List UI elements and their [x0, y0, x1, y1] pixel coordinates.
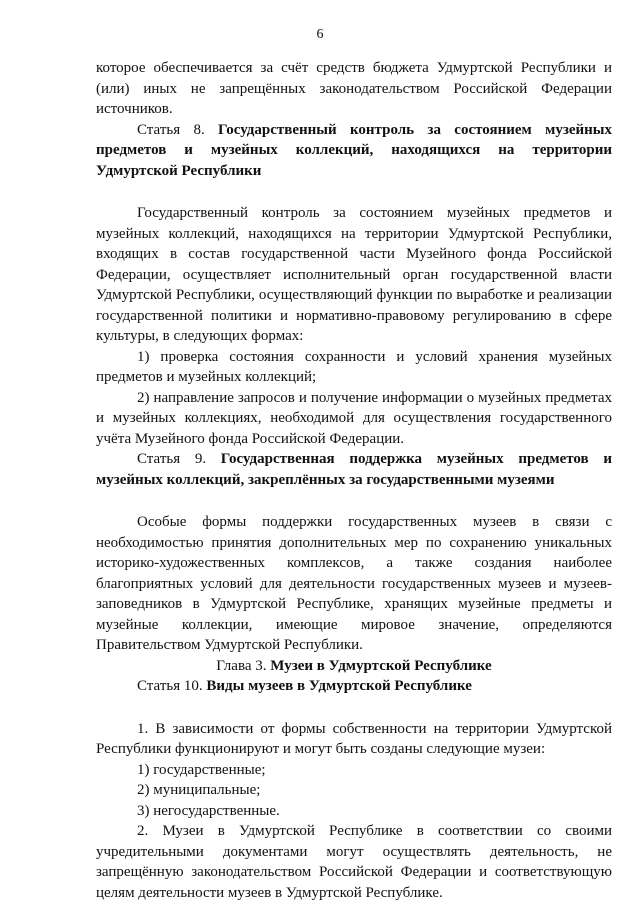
article-8-heading — [96, 120, 612, 182]
article-8-item-1: 1) проверка состояния сохранности и условий хранения музейных предметов и музейных коллекций; — [96, 348, 612, 385]
intro-paragraph: которое обеспечивается за счёт средств бюджета Удмуртской Республики и (или) иных не запрещённых законодательством Российской Федерации источников. — [96, 60, 612, 117]
chapter-3-heading — [96, 656, 612, 677]
chapter-3-prefix: Глава 3. — [216, 657, 267, 674]
article-8-body: Государственный контроль за состоянием музейных предметов и музейных коллекций, находящихся на территории Удмуртской Республики, входящих в состав государственной части Музейного фонда Российской Федерации, осуществляет исполнительный орган государственной власти Удмуртской Республики, осуществляющий функции по выработке и реализации государственной политики и нормативно-правовому регулированию в сфере культуры, в следующих формах: — [96, 205, 612, 344]
museum-type-2: 2) муниципальные; — [137, 782, 261, 798]
article-10-prefix: Статья 10. — [137, 678, 203, 694]
article-9-prefix: Статья 9. — [137, 451, 207, 467]
document-body — [96, 58, 612, 903]
article-10-point-2: 2. Музеи в Удмуртской Республике в соответствии со своими учредительными документами могут осуществлять деятельность, не запрещённую законодательством Российской Федерации и соответствующую целям деятельности музеев в Удмуртской Республике. — [96, 823, 612, 901]
article-8-item-2: 2) направление запросов и получение информации о музейных предметах и музейных коллекциях, необходимой для осуществления государственного учёта Музейного фонда Российской Федерации. — [96, 389, 612, 447]
article-8-prefix: Статья 8. — [137, 121, 205, 138]
article-9-body: Особые формы поддержки государственных музеев в связи с необходимостью принятия дополнительных мер по сохранению уникальных историко-художественных комплексов, а также создания наиболее благоприятных условий для деятельности государственных музеев и музеев-заповедников в Удмуртской Республике, хранящих музейные предметы и музейные коллекции, имеющие мировое значение, определяются Правительством Удмуртской Республики. — [96, 514, 612, 653]
article-10-title: Виды музеев в Удмуртской Республике — [206, 678, 472, 694]
page-number: 6 — [316, 27, 324, 42]
article-9-heading — [96, 449, 612, 490]
museum-type-1: 1) государственные; — [137, 761, 266, 778]
article-10-heading — [96, 676, 612, 697]
chapter-3-title: Музеи в Удмуртской Республике — [270, 657, 492, 674]
article-9-title: Государственная поддержка музейных предметов и музейных коллекций, закреплённых за государственными музеями — [96, 451, 613, 488]
museum-type-3: 3) негосударственные. — [137, 802, 280, 819]
article-10-point-1: 1. В зависимости от формы собственности на территории Удмуртской Республики функционируют и могут быть созданы следующие музеи: — [96, 720, 612, 757]
article-8-title: Государственный контроль за состоянием музейных предметов и музейных коллекций, находящихся на территории Удмуртской Республики — [96, 121, 612, 179]
